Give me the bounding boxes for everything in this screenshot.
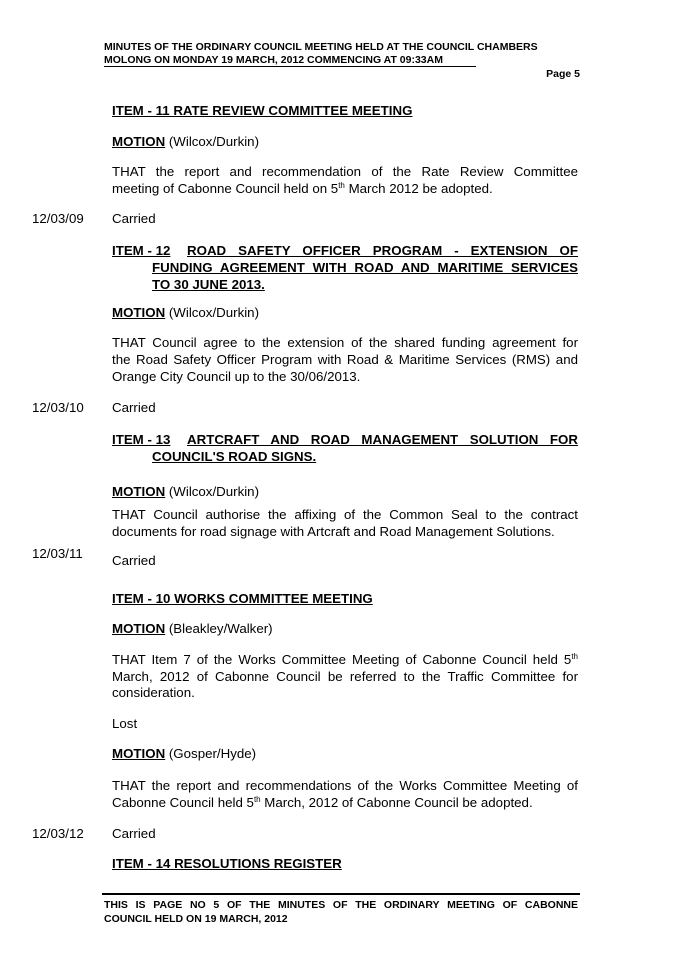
item-10-motion-1 — [112, 620, 273, 638]
item-12-heading-line-2: FUNDING AGREEMENT WITH ROAD AND MARITIME SERVICES — [152, 260, 578, 275]
resolution-number: 12/03/10 — [32, 400, 84, 415]
item-11-result: Carried — [112, 211, 156, 226]
item-11-text-line-1: THAT the report and recommendation of the Rate Review Committee — [112, 164, 578, 179]
motion-label: MOTION — [112, 484, 166, 499]
footer-line-2: COUNCIL HELD ON 19 MARCH, 2012 — [104, 913, 288, 925]
item-13-motion — [112, 483, 259, 501]
item-12-text-line-3: Orange City Council up to the 30/06/2013. — [112, 369, 361, 384]
resolution-number: 12/03/09 — [32, 211, 84, 226]
item-13-text-line-1: THAT Council authorise the affixing of the Common Seal to the contract — [112, 507, 578, 522]
motion-movers: (Bleakley/Walker) — [165, 621, 273, 636]
item-14-heading: ITEM - 14 RESOLUTIONS REGISTER — [112, 856, 342, 871]
motion-label: MOTION — [112, 305, 166, 320]
item-10-text-2-line-1: THAT the report and recommendations of the Works Committee Meeting of — [112, 778, 578, 793]
motion-label: MOTION — [112, 134, 166, 149]
motion-label: MOTION — [112, 621, 166, 636]
footer-rule — [102, 893, 580, 895]
motion-movers: (Wilcox/Durkin) — [165, 305, 260, 320]
item-12-text-line-1: THAT Council agree to the extension of the shared funding agreement for — [112, 335, 578, 350]
item-13-result: Carried — [112, 553, 156, 568]
item-11-motion — [112, 133, 259, 151]
item-13-heading-prefix: ITEM - 13 — [112, 432, 171, 447]
resolution-number: 12/03/12 — [32, 826, 84, 841]
page-number: Page 5 — [546, 68, 580, 80]
item-12-text-line-2: the Road Safety Officer Program with Road & Maritime Services (RMS) and — [112, 352, 578, 367]
item-10-lost: Lost — [112, 716, 138, 731]
item-10-text-1-line-3: consideration. — [112, 685, 195, 700]
item-10-heading: ITEM - 10 WORKS COMMITTEE MEETING — [112, 591, 373, 606]
item-12-heading-prefix: ITEM - 12 — [112, 243, 171, 258]
item-10-text-1-line-2: March, 2012 of Cabonne Council be referred to the Traffic Committee for — [112, 669, 578, 684]
item-11-text-line-2: meeting of Cabonne Council held on 5th March 2012 be adopted. — [112, 181, 493, 196]
header-line-2: MOLONG ON MONDAY 19 MARCH, 2012 COMMENCING AT 09:33AM — [104, 54, 443, 66]
item-12-motion — [112, 304, 259, 322]
motion-label: MOTION — [112, 746, 166, 761]
header-underline — [104, 66, 476, 67]
motion-movers: (Gosper/Hyde) — [165, 746, 257, 761]
header-line-1: MINUTES OF THE ORDINARY COUNCIL MEETING HELD AT THE COUNCIL CHAMBERS — [104, 41, 538, 53]
footer-line-1: THIS IS PAGE NO 5 OF THE MINUTES OF THE ORDINARY MEETING OF CABONNE — [104, 899, 578, 911]
motion-movers: (Wilcox/Durkin) — [165, 134, 260, 149]
item-12-result: Carried — [112, 400, 156, 415]
item-10-text-1-line-1: THAT Item 7 of the Works Committee Meeting of Cabonne Council held 5th — [112, 652, 578, 667]
item-13-heading-line-2: COUNCIL'S ROAD SIGNS. — [152, 449, 317, 464]
motion-movers: (Wilcox/Durkin) — [165, 484, 260, 499]
item-11-heading: ITEM - 11 RATE REVIEW COMMITTEE MEETING — [112, 103, 413, 118]
item-10-text-2-line-2: Cabonne Council held 5th March, 2012 of Cabonne Council be adopted. — [112, 795, 533, 810]
item-10-motion-2 — [112, 745, 256, 763]
item-13-heading-line-1: ARTCRAFT AND ROAD MANAGEMENT SOLUTION FOR — [187, 432, 578, 447]
item-12-heading-line-3: TO 30 JUNE 2013. — [152, 277, 265, 292]
item-10-result: Carried — [112, 826, 156, 841]
item-13-text-line-2: documents for road signage with Artcraft and Road Management Solutions. — [112, 524, 555, 539]
resolution-number: 12/03/11 — [32, 546, 83, 561]
item-12-heading-line-1: ROAD SAFETY OFFICER PROGRAM - EXTENSION OF — [187, 243, 578, 258]
